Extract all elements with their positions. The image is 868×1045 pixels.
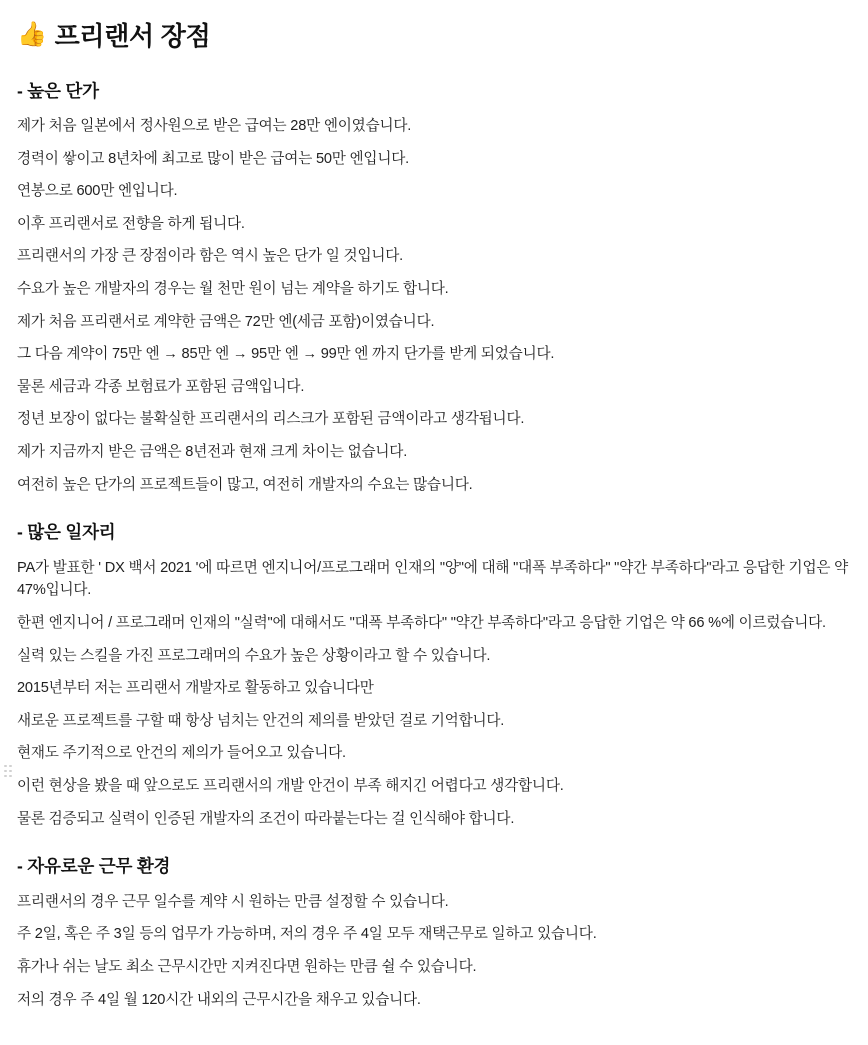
section-heading: - 자유로운 근무 환경 <box>17 856 171 877</box>
paragraph-line: 물론 세금과 각종 보험료가 포함된 금액입니다. <box>17 378 305 395</box>
drag-dot <box>4 765 7 768</box>
drag-dot <box>9 770 12 773</box>
paragraph-line: 2015년부터 저는 프리랜서 개발자로 활동하고 있습니다만 <box>17 680 374 697</box>
paragraph-line: 프리랜서의 경우 근무 일수를 계약 시 원하는 만큼 설정할 수 있습니다. <box>17 893 449 910</box>
paragraph-line: 한편 엔지니어 / 프로그래머 인재의 "실력"에 대해서도 "대폭 부족하다" "약간 부족하다"라고 응답한 기업은 약 66 %에 이르렀습니다. <box>17 615 826 632</box>
paragraph-line: 저의 경우 주 4일 월 120시간 내외의 근무시간을 채우고 있습니다. <box>17 991 421 1008</box>
section-many-jobs <box>16 520 852 830</box>
paragraph-line: 물론 검증되고 실력이 인증된 개발자의 조건이 따라붙는다는 걸 인식해야 합니다. <box>17 810 515 827</box>
paragraph-line: 수요가 높은 개발자의 경우는 월 천만 원이 넘는 계약을 하기도 합니다. <box>17 281 449 298</box>
paragraph-line: 여전히 높은 단가의 프로젝트들이 많고, 여전히 개발자의 수요는 많습니다. <box>17 476 473 493</box>
thumbs-up-icon: 👍 <box>17 21 47 49</box>
drag-handle-icon[interactable] <box>3 763 13 779</box>
paragraph-line: 프리랜서의 가장 큰 장점이라 함은 역시 높은 단가 일 것입니다. <box>17 248 403 265</box>
paragraph-line: 그 다음 계약이 75만 엔 → 85만 엔 → 95만 엔 → 99만 엔 까지 단가를 받게 되었습니다. <box>17 346 555 363</box>
paragraph-line: 새로운 프로젝트를 구할 때 항상 넘치는 안건의 제의를 받았던 걸로 기억합니다. <box>17 712 505 729</box>
section-free-work-environment <box>16 854 852 1011</box>
paragraph-line: 정년 보장이 없다는 불확실한 프리랜서의 리스크가 포함된 금액이라고 생각됩니다. <box>17 411 525 428</box>
paragraph-line: 연봉으로 600만 엔입니다. <box>17 183 178 200</box>
drag-dot <box>9 765 12 768</box>
paragraph-line: 실력 있는 스킬을 가진 프로그래머의 수요가 높은 상황이라고 할 수 있습니다. <box>17 647 491 664</box>
section-heading: - 높은 단가 <box>17 80 99 101</box>
drag-dot <box>4 775 7 778</box>
page-title-text: 프리랜서 장점 <box>54 21 211 51</box>
paragraph-line: 이런 현상을 봤을 때 앞으로도 프리랜서의 개발 안건이 부족 해지긴 어렵다고 생각합니다. <box>17 778 564 795</box>
paragraph-line: 휴가나 쉬는 날도 최소 근무시간만 지켜진다면 원하는 만큼 쉴 수 있습니다. <box>17 959 477 976</box>
drag-dot <box>4 770 7 773</box>
page-title <box>17 20 852 53</box>
paragraph-line: PA가 발표한 ' DX 백서 2021 '에 따르면 엔지니어/프로그래머 인재의 "양"에 대해 "대폭 부족하다" "약간 부족하다"라고 응답한 기업은 약 47%입니다. <box>17 559 849 599</box>
section-high-rate <box>16 79 852 497</box>
paragraph-line: 제가 처음 프리랜서로 계약한 금액은 72만 엔(세금 포함)이였습니다. <box>17 313 435 330</box>
paragraph-line: 이후 프리랜서로 전향을 하게 됩니다. <box>17 215 245 232</box>
paragraph-line: 현재도 주기적으로 안건의 제의가 들어오고 있습니다. <box>17 745 346 762</box>
paragraph-line: 주 2일, 혹은 주 3일 등의 업무가 가능하며, 저의 경우 주 4일 모두 재택근무로 일하고 있습니다. <box>17 926 597 943</box>
drag-dot <box>9 775 12 778</box>
paragraph-line: 경력이 쌓이고 8년차에 최고로 많이 받은 급여는 50만 엔입니다. <box>17 150 409 167</box>
paragraph-line: 제가 지금까지 받은 금액은 8년전과 현재 크게 차이는 없습니다. <box>17 444 408 461</box>
section-heading: - 많은 일자리 <box>17 522 116 543</box>
paragraph-line: 제가 처음 일본에서 정사원으로 받은 급여는 28만 엔이였습니다. <box>17 118 412 134</box>
